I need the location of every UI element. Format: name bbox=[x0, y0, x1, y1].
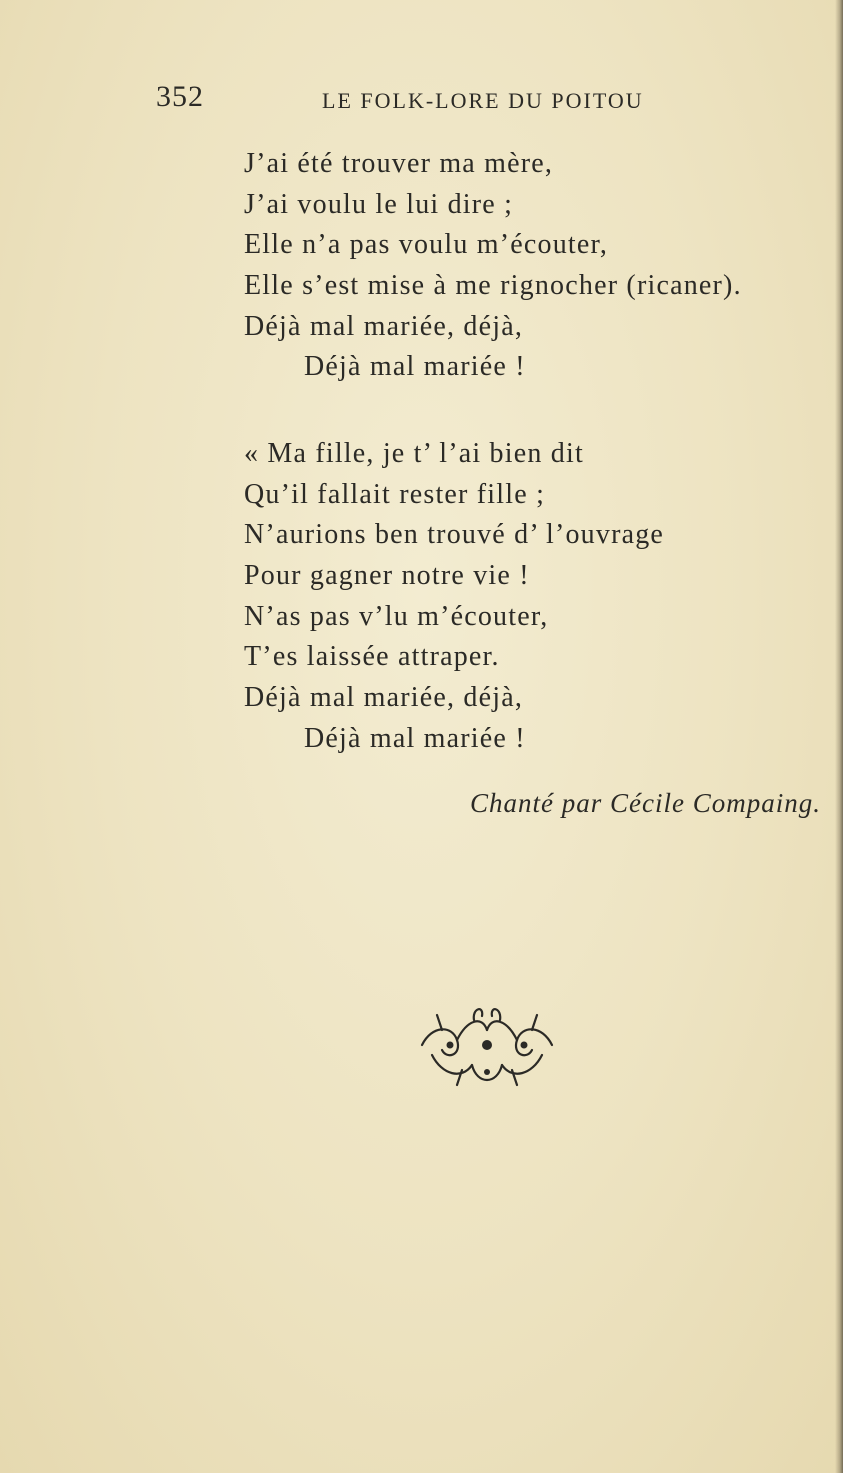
verse-line: N’as pas v’lu m’écouter, bbox=[244, 600, 549, 632]
stanza-2 bbox=[244, 434, 664, 760]
verse-line: Elle s’est mise à me rignocher (ricaner). bbox=[244, 270, 742, 302]
verse-line: Elle n’a pas voulu m’écouter, bbox=[244, 229, 609, 261]
verse-line: N’aurions ben trouvé d’ l’ouvrage bbox=[244, 519, 665, 551]
verse-line: T’es laissée attraper. bbox=[244, 641, 500, 673]
verse-refrain-line: Déjà mal mariée ! bbox=[304, 351, 526, 383]
verse-line: Déjà mal mariée, déjà, bbox=[244, 310, 524, 342]
verse-line: J’ai été trouver ma mère, bbox=[244, 148, 554, 179]
verse-line: J’ai voulu le lui dire ; bbox=[244, 188, 514, 220]
verse-line: Qu’il fallait rester fille ; bbox=[244, 478, 546, 510]
verse-line: « Ma fille, je t’ l’ai bien dit bbox=[244, 438, 584, 469]
stanza-1 bbox=[244, 144, 742, 388]
verse-line: Déjà mal mariée, déjà, bbox=[244, 682, 524, 714]
page-number: 352 bbox=[156, 80, 204, 113]
floral-ornament-icon bbox=[412, 1000, 562, 1090]
verse-refrain-line: Déjà mal mariée ! bbox=[304, 722, 526, 754]
attribution: Chanté par Cécile Compaing. bbox=[470, 788, 821, 818]
running-head: LE FOLK-LORE DU POITOU bbox=[322, 88, 644, 113]
page-edge-shadow bbox=[835, 0, 843, 1473]
verse-line: Pour gagner notre vie ! bbox=[244, 560, 530, 592]
